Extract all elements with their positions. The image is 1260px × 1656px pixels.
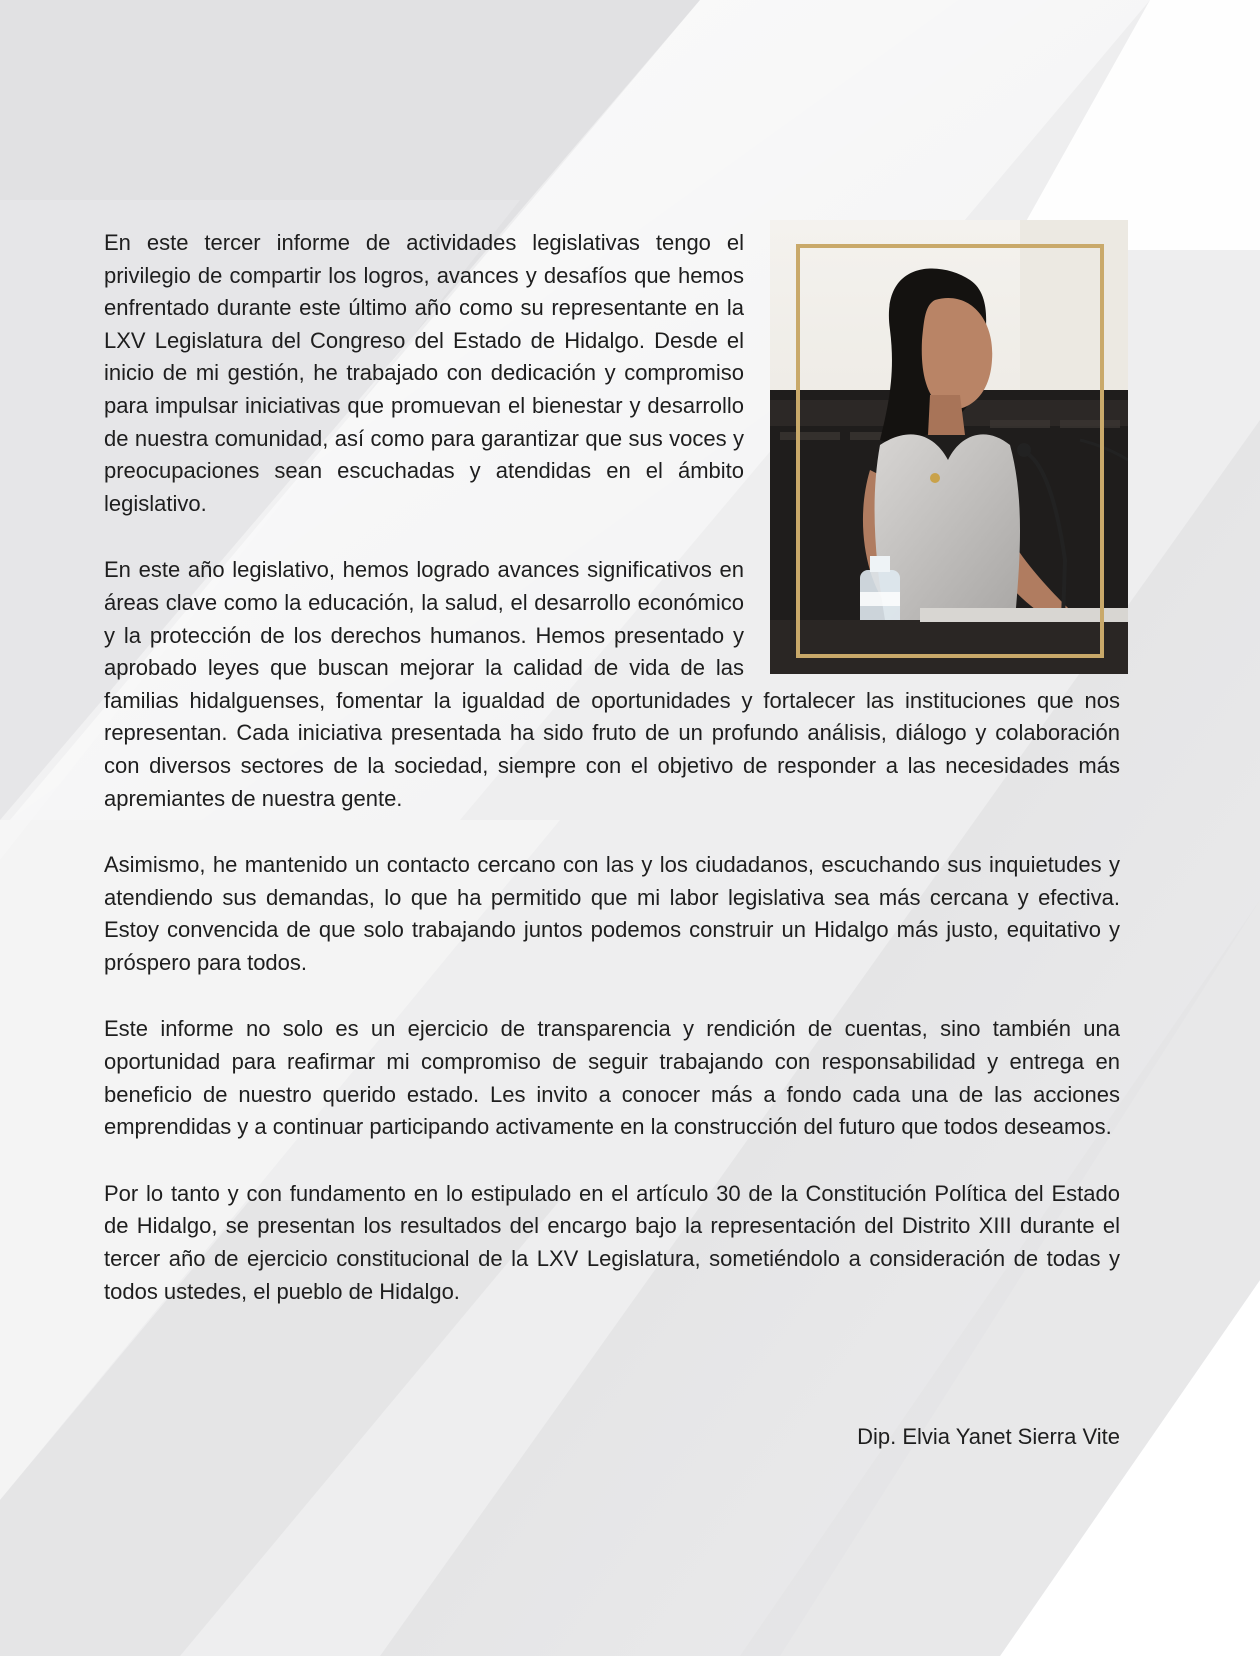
paragraph-2: En este año legislativo, hemos logrado avances significativos en áreas clave como la educación, la salud, el desarrollo económico y la protección de los derechos humanos. Hemos presentado y aprobado leyes que buscan mejorar la calidad de vida de las familias hidalguenses, fomentar la igualdad de oportunidades y fortalecer las instituciones que nos representan. Cada iniciativa presentada ha sido fruto de un profundo análisis, diálogo y colaboración con diversos sectores de la sociedad, siempre con el objetivo de responder a las necesidades más apremiantes de nuestra gente. (104, 557, 1120, 811)
paragraph-1: En este tercer informe de actividades legislativas tengo el privilegio de compartir los logros, avances y desafíos que hemos enfrentado durante este último año como su representante en la LXV Legislatura del Congreso del Estado de Hidalgo. Desde el inicio de mi gestión, he trabajado con dedicación y compromiso para impulsar iniciativas que promuevan el bienestar y desarrollo de nuestra comunidad, así como para garantizar que sus voces y preocupaciones sean escuchadas y atendidas en el ámbito legislativo. (104, 227, 1120, 520)
paragraph-4: Este informe no solo es un ejercicio de transparencia y rendición de cuentas, sino también una oportunidad para reafirmar mi compromiso de seguir trabajando con responsabilidad y entrega en beneficio de nuestro querido estado. Les invito a conocer más a fondo cada una de las acciones emprendidas y a continuar participando activamente en la construcción del futuro que todos deseamos. (104, 1016, 1120, 1140)
signature: Dip. Elvia Yanet Sierra Vite (857, 1424, 1120, 1449)
portrait-photo (770, 220, 1128, 674)
paragraph-3: Asimismo, he mantenido un contacto cercano con las y los ciudadanos, escuchando sus inquietudes y atendiendo sus demandas, lo que ha permitido que mi labor legislativa sea más cercana y efectiva. Estoy convencida de que solo trabajando juntos podemos construir un Hidalgo más justo, equitativo y próspero para todos. (104, 852, 1120, 975)
paragraph-5: Por lo tanto y con fundamento en lo estipulado en el artículo 30 de la Constitución Política del Estado de Hidalgo, se presentan los resultados del encargo bajo la representación del Distrito XIII durante el tercer año de ejercicio constitucional de la LXV Legislatura, sometiéndolo a consideración de todas y todos ustedes, el pueblo de Hidalgo. (104, 1180, 1120, 1304)
photo-container (744, 220, 1120, 680)
body-text (104, 227, 1120, 1342)
